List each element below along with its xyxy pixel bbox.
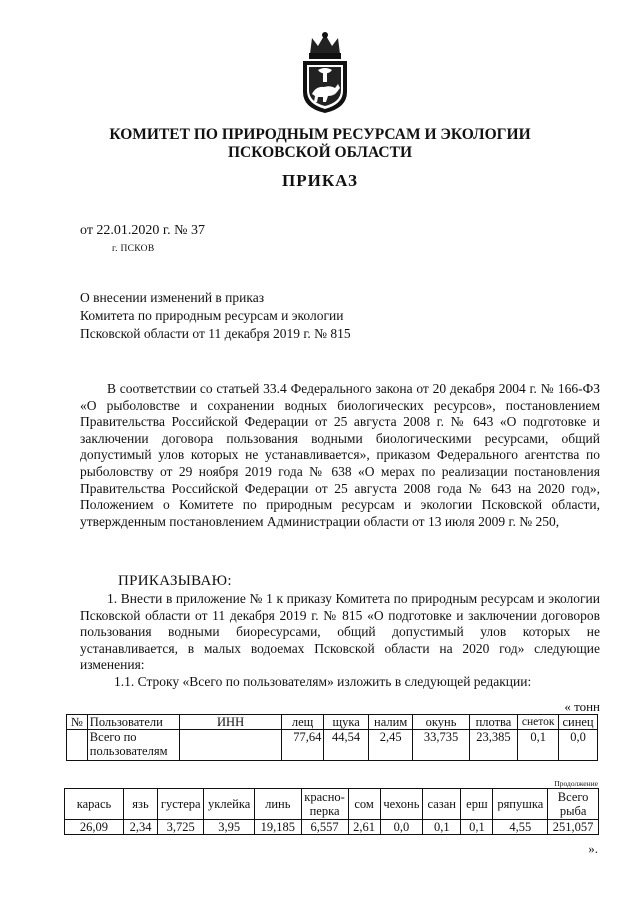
users-catch-table: [66, 714, 598, 761]
table-cell: 26,09: [65, 820, 124, 835]
table-cell: 4,55: [493, 820, 548, 835]
table-header-cell: красно-перка: [301, 789, 348, 820]
continuation-label: Продолжение: [554, 779, 598, 788]
order-subject: [80, 289, 440, 343]
table-cell: 0,0: [380, 820, 422, 835]
table-cell: Всего по пользователям: [87, 730, 180, 761]
order-command: ПРИКАЗЫВАЮ:: [118, 573, 232, 589]
table-cell: 2,45: [368, 730, 413, 761]
order-city: г. ПСКОВ: [112, 244, 155, 254]
order-date-number: от 22.01.2020 г. № 37: [80, 223, 205, 238]
table-row: [67, 730, 598, 761]
table-cell: 0,1: [461, 820, 493, 835]
closing-quote: ».: [588, 841, 598, 856]
table-cell: [67, 730, 88, 761]
table-cell: 19,185: [254, 820, 301, 835]
item-1-1-paragraph: 1.1. Строку «Всего по пользователям» изложить в следующей редакции:: [114, 674, 532, 689]
table-header-cell: синец: [559, 715, 598, 730]
table-header-cell: №: [67, 715, 88, 730]
table-header-cell: ерш: [461, 789, 493, 820]
species-catch-table: [64, 788, 599, 835]
table-header-row: [67, 715, 598, 730]
table-cell: 44,54: [324, 730, 368, 761]
table-cell: 2,61: [348, 820, 380, 835]
table-cell: 33,735: [413, 730, 469, 761]
table-cell: 3,95: [204, 820, 255, 835]
table-header-cell: снеток: [518, 715, 559, 730]
committee-name-line2: ПСКОВСКОЙ ОБЛАСТИ: [227, 144, 412, 161]
table-cell: 0,1: [423, 820, 461, 835]
table-cell: 0,1: [518, 730, 559, 761]
table-cell: 251,057: [548, 820, 599, 835]
table-header-cell: сом: [348, 789, 380, 820]
table-header-cell: язь: [123, 789, 157, 820]
table-cell: 23,385: [469, 730, 518, 761]
committee-name-line1: КОМИТЕТ ПО ПРИРОДНЫМ РЕСУРСАМ И ЭКОЛОГИИ: [109, 126, 531, 143]
table-row: [65, 820, 599, 835]
table-header-cell: Пользователи: [87, 715, 180, 730]
table-header-cell: уклейка: [204, 789, 255, 820]
table-header-cell: ИНН: [180, 715, 282, 730]
pskov-coat-of-arms-icon: [296, 30, 354, 114]
table-header-cell: чехонь: [380, 789, 422, 820]
table-cell: 6,557: [301, 820, 348, 835]
table-header-cell: лещ: [281, 715, 324, 730]
subject-line: Псковской области от 11 декабря 2019 г. № 815: [80, 326, 351, 341]
table-header-cell: щука: [324, 715, 368, 730]
table-header-cell: густера: [158, 789, 204, 820]
table-cell: 2,34: [123, 820, 157, 835]
preamble-paragraph: В соответствии со статьей 33.4 Федерального закона от 20 декабря 2004 г. № 166-ФЗ «О рыболовстве и сохранении водных биологических ресурсов», постановлением Правительства Российской Федерации от 25 августа 2008 г. № 643 «О подготовке и заключении договора пользования водными биологическими ресурсами, общий допустимый улов которых не устанавливается», приказом Федерального агентства по рыболовству от 29 ноября 2019 года № 638 «О мерах по реализации постановления Правительства Российской Федерации от 25 августа 2008 года № 643 на 2020 год», Положением о Комитете по природным ресурсам и экологии Псковской области, утвержденным постановлением Администрации области от 13 июля 2009 г. № 250,: [80, 381, 600, 529]
subject-line: О внесении изменений в приказ: [80, 290, 265, 305]
table-header-cell: ряпушка: [493, 789, 548, 820]
table-header-cell: сазан: [423, 789, 461, 820]
table-cell: 3,725: [158, 820, 204, 835]
table-cell: [180, 730, 282, 761]
unit-label: « тонн: [564, 699, 600, 714]
item-1-paragraph: 1. Внести в приложение № 1 к приказу Комитета по природным ресурсам и экологии Псковской области от 11 декабря 2019 г. № 815 «О подготовке и заключении договоров пользования водными биоресурсами, общий допустимый улов которых не устанавливается, в малых водоемах Псковской области на 2020 год» следующие изменения:: [80, 591, 600, 673]
subject-line: Комитета по природным ресурсам и экологии: [80, 308, 344, 323]
table-header-row: [65, 789, 599, 820]
document-type: ПРИКАЗ: [282, 171, 358, 190]
table-header-cell: плотва: [469, 715, 518, 730]
table-header-cell: окунь: [413, 715, 469, 730]
table-header-cell: линь: [254, 789, 301, 820]
table-header-cell: карась: [65, 789, 124, 820]
table-cell: 0,0: [559, 730, 598, 761]
table-header-cell: налим: [368, 715, 413, 730]
table-cell: 77,64: [281, 730, 324, 761]
table-header-cell: Всего рыба: [548, 789, 599, 820]
